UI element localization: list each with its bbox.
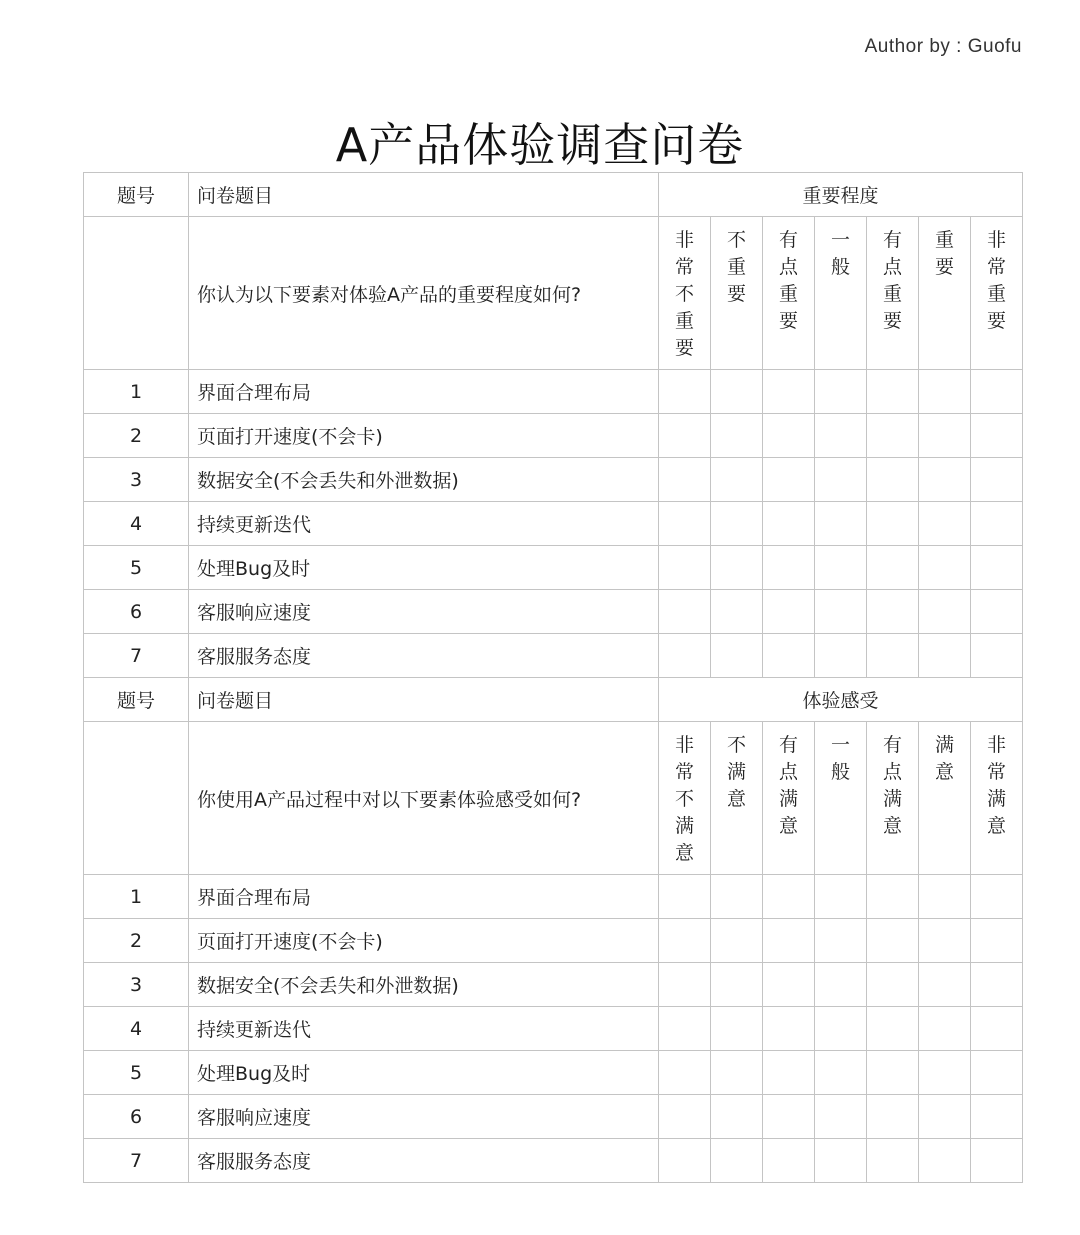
rating-cell[interactable] [711,1051,763,1095]
rating-cell[interactable] [815,1007,867,1051]
rating-cell[interactable] [867,919,919,963]
rating-cell[interactable] [867,1007,919,1051]
rating-cell[interactable] [919,875,971,919]
rating-cell[interactable] [711,546,763,590]
rating-option-text: 有点满意 [778,734,798,837]
rating-cell[interactable] [815,963,867,1007]
rating-cell[interactable] [711,919,763,963]
rating-cell[interactable] [763,1051,815,1095]
rating-cell[interactable] [711,590,763,634]
rating-cell[interactable] [659,458,711,502]
rating-cell[interactable] [815,919,867,963]
rating-cell[interactable] [971,458,1023,502]
rating-cell[interactable] [919,370,971,414]
rating-cell[interactable] [815,1095,867,1139]
item-number: 4 [84,1007,189,1051]
rating-cell[interactable] [659,963,711,1007]
rating-option-label [971,722,1023,875]
rating-cell[interactable] [815,875,867,919]
rating-cell[interactable] [971,963,1023,1007]
rating-cell[interactable] [867,1095,919,1139]
rating-option-label [659,722,711,875]
rating-cell[interactable] [919,546,971,590]
table-row [84,1051,1023,1095]
rating-option-text: 非常不满意 [674,734,694,864]
rating-option-text: 非常满意 [986,734,1006,837]
prompt-question: 你使用A产品过程中对以下要素体验感受如何? [189,722,659,875]
rating-cell[interactable] [659,590,711,634]
rating-cell[interactable] [763,1095,815,1139]
rating-cell[interactable] [763,919,815,963]
rating-cell[interactable] [867,458,919,502]
item-question: 界面合理布局 [189,370,659,414]
rating-cell[interactable] [659,919,711,963]
rating-option-text: 非常重要 [986,229,1006,332]
rating-cell[interactable] [971,1095,1023,1139]
rating-cell[interactable] [659,1139,711,1183]
item-question: 持续更新迭代 [189,1007,659,1051]
item-number: 3 [84,963,189,1007]
rating-cell[interactable] [711,502,763,546]
author-credit: Author by : Guofu [864,36,1022,57]
rating-cell[interactable] [971,875,1023,919]
rating-cell[interactable] [919,502,971,546]
rating-cell[interactable] [971,634,1023,678]
rating-cell[interactable] [867,875,919,919]
rating-cell[interactable] [919,1139,971,1183]
table-row [84,875,1023,919]
section-header-row [84,678,1023,722]
rating-cell[interactable] [763,502,815,546]
rating-cell[interactable] [867,590,919,634]
rating-cell[interactable] [711,634,763,678]
item-number: 2 [84,414,189,458]
rating-cell[interactable] [763,546,815,590]
rating-cell[interactable] [815,414,867,458]
rating-cell[interactable] [711,963,763,1007]
table-row [84,590,1023,634]
page-title: A产品体验调查问卷 [335,117,745,172]
item-number: 6 [84,590,189,634]
rating-cell[interactable] [659,370,711,414]
rating-cell[interactable] [711,414,763,458]
item-number: 7 [84,634,189,678]
rating-cell[interactable] [815,546,867,590]
rating-cell[interactable] [763,414,815,458]
rating-cell[interactable] [763,458,815,502]
rating-cell[interactable] [659,1051,711,1095]
rating-option-text: 非常不重要 [674,229,694,359]
rating-option-label [815,217,867,370]
survey-table [83,172,1023,1183]
rating-option-text: 一般 [830,229,850,278]
rating-option-text: 有点满意 [882,734,902,837]
item-question: 客服响应速度 [189,590,659,634]
table-row [84,458,1023,502]
item-number: 5 [84,1051,189,1095]
item-number: 3 [84,458,189,502]
rating-option-text: 不满意 [726,734,746,810]
rating-cell[interactable] [919,919,971,963]
rating-option-text: 有点重要 [882,229,902,332]
rating-cell[interactable] [711,1139,763,1183]
rating-cell[interactable] [711,370,763,414]
item-number: 1 [84,370,189,414]
rating-cell[interactable] [867,634,919,678]
table-row [84,1095,1023,1139]
rating-cell[interactable] [867,1139,919,1183]
rating-option-label [815,722,867,875]
rating-cell[interactable] [919,590,971,634]
rating-cell[interactable] [867,414,919,458]
item-question: 数据安全(不会丢失和外泄数据) [189,458,659,502]
rating-cell[interactable] [763,590,815,634]
table-row [84,370,1023,414]
question-header: 问卷题目 [189,678,659,722]
prompt-num-cell [84,722,189,875]
rating-cell[interactable] [919,1007,971,1051]
rating-cell[interactable] [815,370,867,414]
rating-option-label [763,722,815,875]
table-row [84,963,1023,1007]
rating-cell[interactable] [815,1139,867,1183]
rating-cell[interactable] [919,414,971,458]
item-question: 数据安全(不会丢失和外泄数据) [189,963,659,1007]
item-question: 处理Bug及时 [189,1051,659,1095]
table-row [84,414,1023,458]
rating-cell[interactable] [867,370,919,414]
item-question: 处理Bug及时 [189,546,659,590]
rating-cell[interactable] [711,458,763,502]
rating-option-label [919,217,971,370]
rating-cell[interactable] [815,590,867,634]
item-number: 1 [84,875,189,919]
item-question: 客服响应速度 [189,1095,659,1139]
rating-cell[interactable] [971,919,1023,963]
item-number: 7 [84,1139,189,1183]
rating-cell[interactable] [815,634,867,678]
item-question: 客服服务态度 [189,634,659,678]
table-row [84,502,1023,546]
rating-cell[interactable] [971,546,1023,590]
item-question: 持续更新迭代 [189,502,659,546]
rating-cell[interactable] [867,1051,919,1095]
rating-cell[interactable] [971,370,1023,414]
rating-cell[interactable] [971,1051,1023,1095]
prompt-row [84,217,1023,370]
rating-cell[interactable] [763,370,815,414]
num-header: 题号 [84,173,189,217]
rating-cell[interactable] [711,875,763,919]
rating-cell[interactable] [919,458,971,502]
rating-cell[interactable] [867,963,919,1007]
rating-cell[interactable] [867,546,919,590]
section-header-row [84,173,1023,217]
prompt-question: 你认为以下要素对体验A产品的重要程度如何? [189,217,659,370]
item-question: 页面打开速度(不会卡) [189,414,659,458]
rating-cell[interactable] [659,1007,711,1051]
rating-cell[interactable] [659,1095,711,1139]
rating-option-label [711,217,763,370]
rating-cell[interactable] [711,1007,763,1051]
rating-cell[interactable] [659,875,711,919]
rating-cell[interactable] [659,502,711,546]
prompt-num-cell [84,217,189,370]
item-number: 6 [84,1095,189,1139]
rating-cell[interactable] [815,1051,867,1095]
table-row [84,919,1023,963]
rating-cell[interactable] [919,1095,971,1139]
rating-cell[interactable] [919,634,971,678]
rating-option-label [919,722,971,875]
table-row [84,1007,1023,1051]
rating-cell[interactable] [971,502,1023,546]
rating-cell[interactable] [867,502,919,546]
prompt-row [84,722,1023,875]
rating-cell[interactable] [763,875,815,919]
item-question: 页面打开速度(不会卡) [189,919,659,963]
rating-cell[interactable] [971,1139,1023,1183]
rating-option-text: 重要 [934,229,954,278]
item-number: 4 [84,502,189,546]
rating-cell[interactable] [659,634,711,678]
rating-cell[interactable] [971,1007,1023,1051]
rating-cell[interactable] [763,1007,815,1051]
table-row [84,1139,1023,1183]
rating-option-text: 一般 [830,734,850,783]
rating-cell[interactable] [815,458,867,502]
rating-option-label [711,722,763,875]
rating-cell[interactable] [763,1139,815,1183]
rating-option-label [659,217,711,370]
rating-option-text: 满意 [934,734,954,783]
rating-option-label [971,217,1023,370]
rating-cell[interactable] [763,634,815,678]
table-row [84,634,1023,678]
item-question: 客服服务态度 [189,1139,659,1183]
rating-option-label [867,217,919,370]
rating-cell[interactable] [971,590,1023,634]
rating-option-label [763,217,815,370]
item-question: 界面合理布局 [189,875,659,919]
rating-cell[interactable] [919,963,971,1007]
rating-group-title: 重要程度 [659,173,1023,217]
rating-cell[interactable] [659,546,711,590]
rating-option-text: 不重要 [726,229,746,305]
rating-option-label [867,722,919,875]
item-number: 2 [84,919,189,963]
num-header: 题号 [84,678,189,722]
rating-option-text: 有点重要 [778,229,798,332]
rating-group-title: 体验感受 [659,678,1023,722]
rating-cell[interactable] [919,1051,971,1095]
table-row [84,546,1023,590]
rating-cell[interactable] [815,502,867,546]
rating-cell[interactable] [659,414,711,458]
item-number: 5 [84,546,189,590]
question-header: 问卷题目 [189,173,659,217]
rating-cell[interactable] [711,1095,763,1139]
rating-cell[interactable] [971,414,1023,458]
rating-cell[interactable] [763,963,815,1007]
